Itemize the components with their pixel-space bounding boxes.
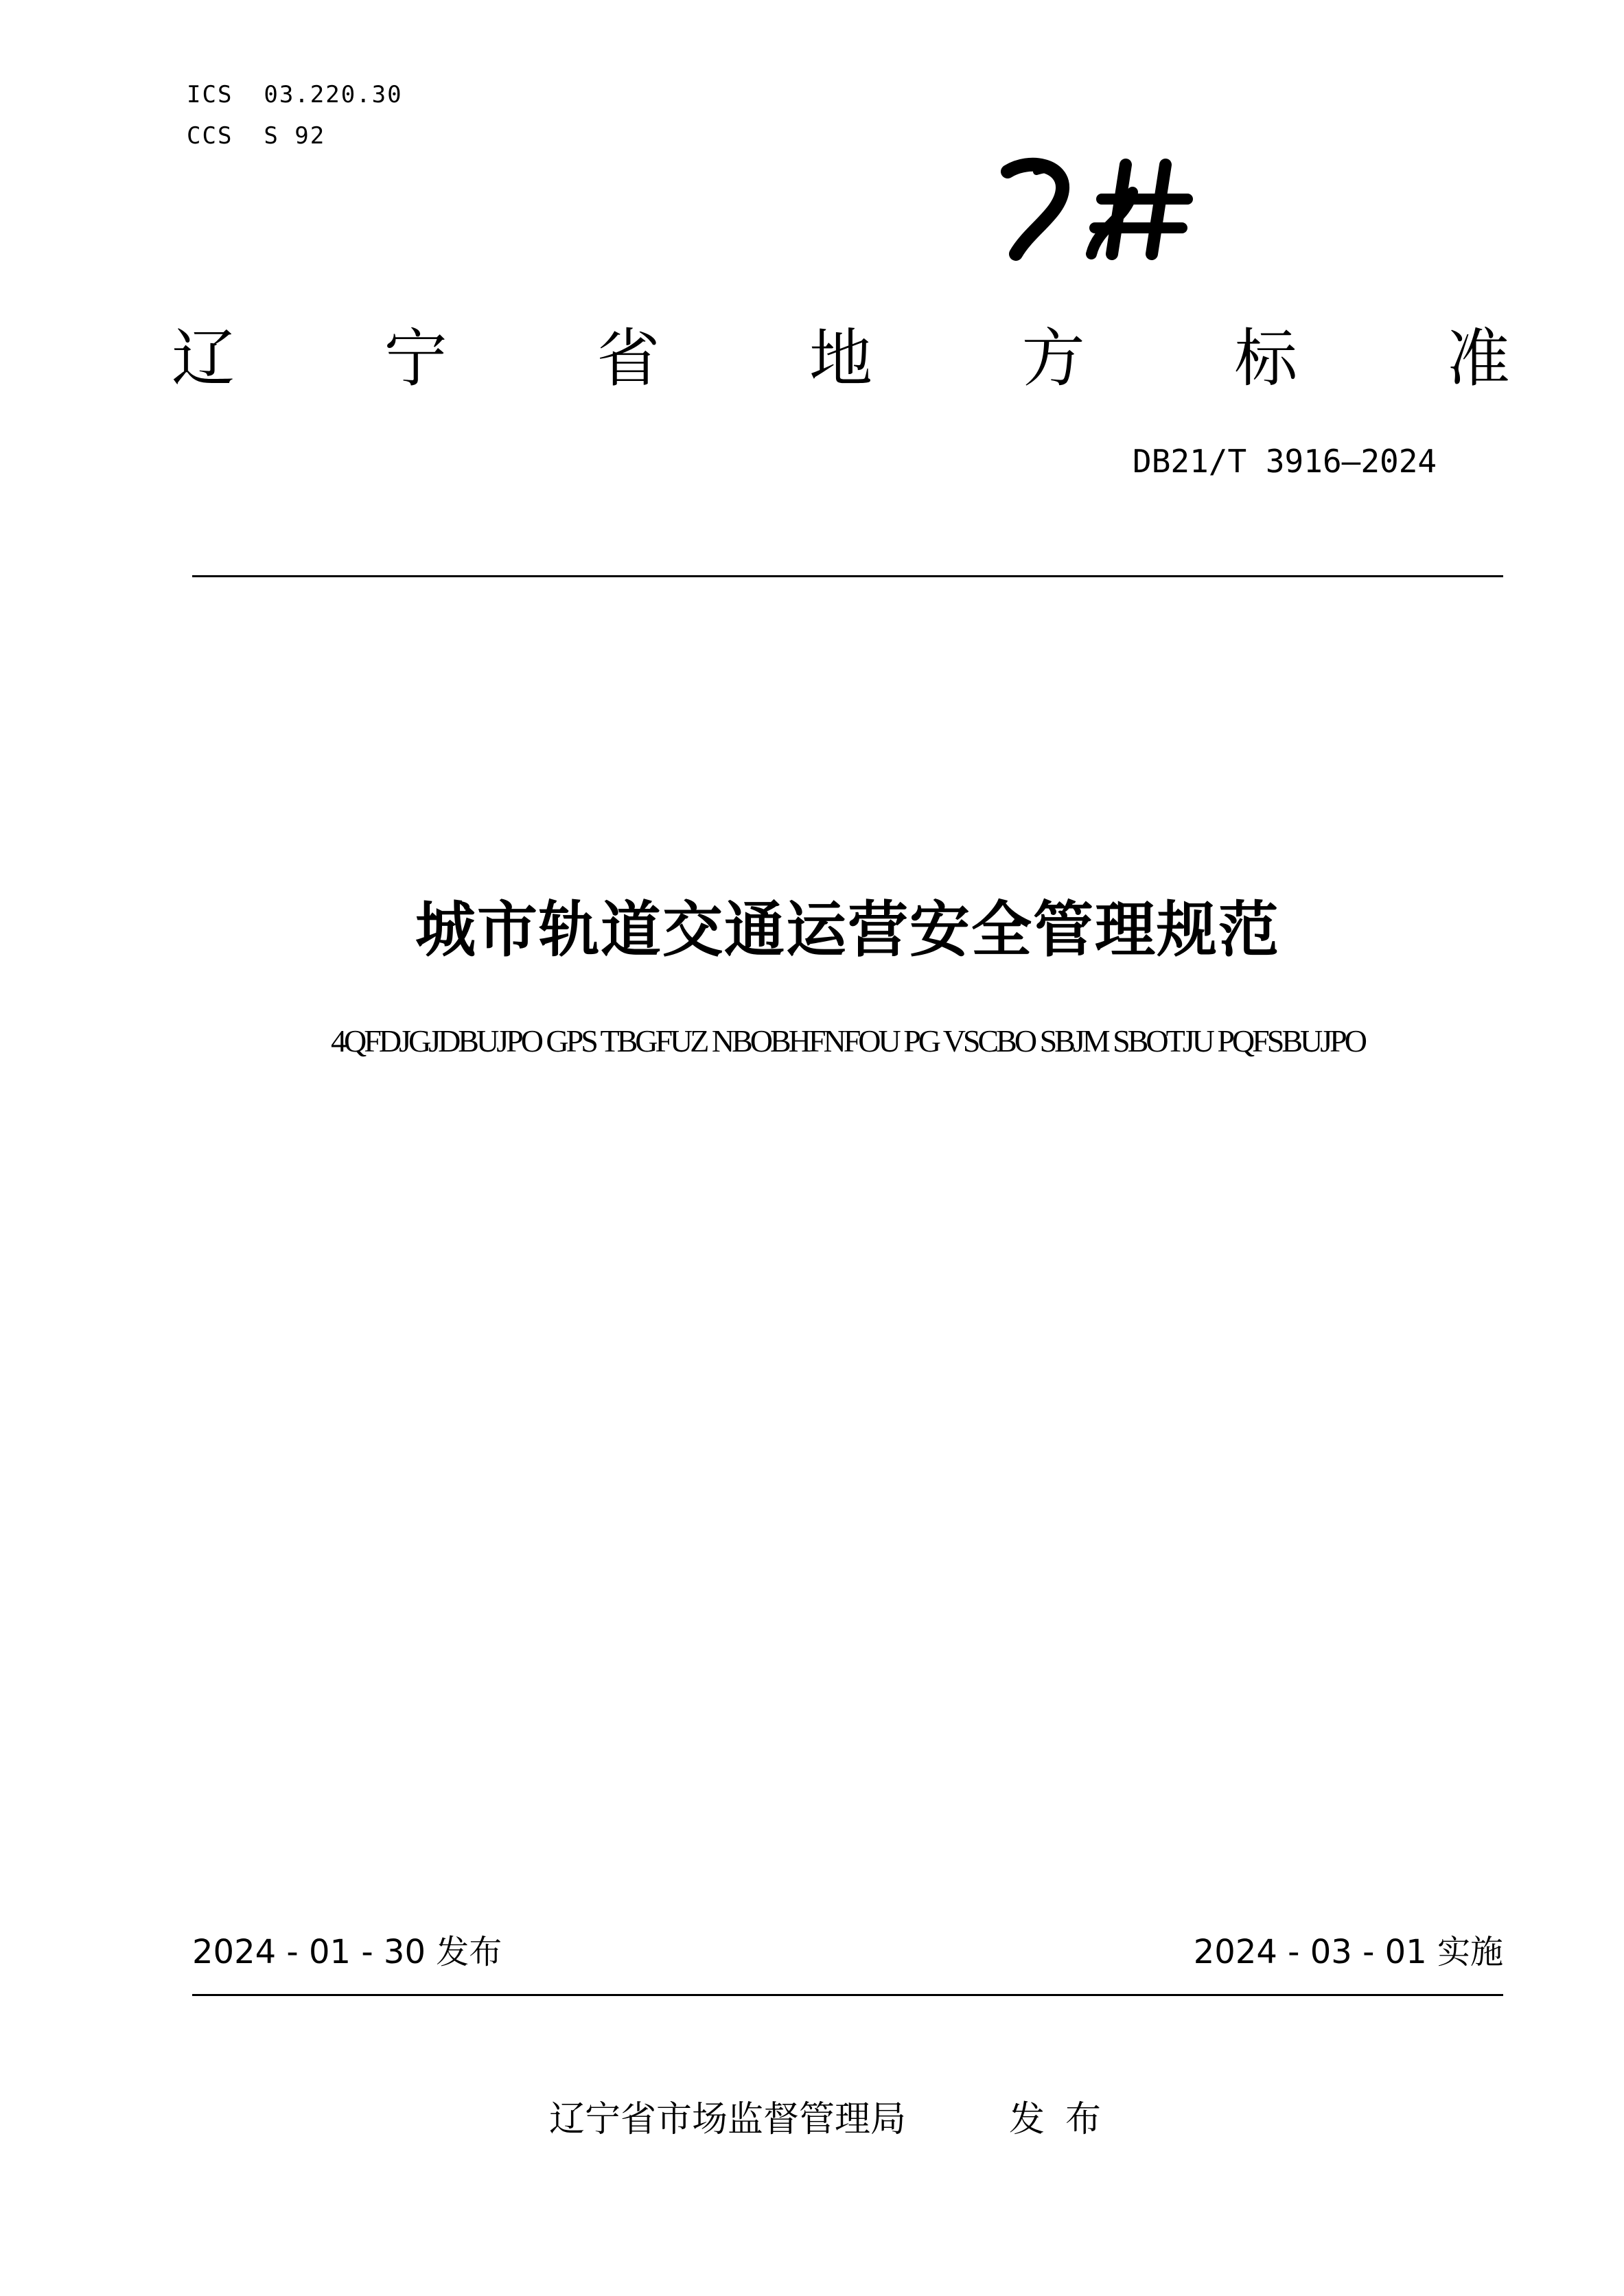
standard-type-char: 准 — [1446, 322, 1510, 395]
db-standard-logo — [988, 151, 1194, 261]
standard-type-char: 辽 — [172, 322, 235, 395]
bottom-divider — [192, 1994, 1503, 1996]
document-english-title: 4QFDJGJDBUJPO GPS TBGFUZ NBOBHFNFOU PG VSCBO SBJM SBOTJU PQFSBUJPO — [331, 1023, 1365, 1058]
publish-date: 2024 - 01 - 30 发布 — [192, 1933, 502, 1971]
ccs-code: CCS S 92 — [187, 122, 326, 150]
issuer-action: 发布 — [1009, 2099, 1122, 2140]
ics-code: ICS 03.220.30 — [187, 81, 403, 108]
implement-date: 2024 - 03 - 01 实施 — [1193, 1933, 1503, 1971]
document-title: 城市轨道交通运营安全管理规范 — [415, 894, 1280, 965]
standard-type-heading — [172, 309, 1510, 398]
standard-type-char: 地 — [809, 322, 872, 395]
top-divider — [192, 575, 1503, 577]
standard-type-char: 标 — [1234, 322, 1298, 395]
standard-number: DB21/T 3916—2024 — [1133, 443, 1437, 480]
standard-type-char: 省 — [596, 322, 660, 395]
standard-type-char: 方 — [1021, 322, 1085, 395]
standard-type-char: 宁 — [384, 322, 448, 395]
issuer-name: 辽宁省市场监督管理局 — [549, 2099, 907, 2140]
